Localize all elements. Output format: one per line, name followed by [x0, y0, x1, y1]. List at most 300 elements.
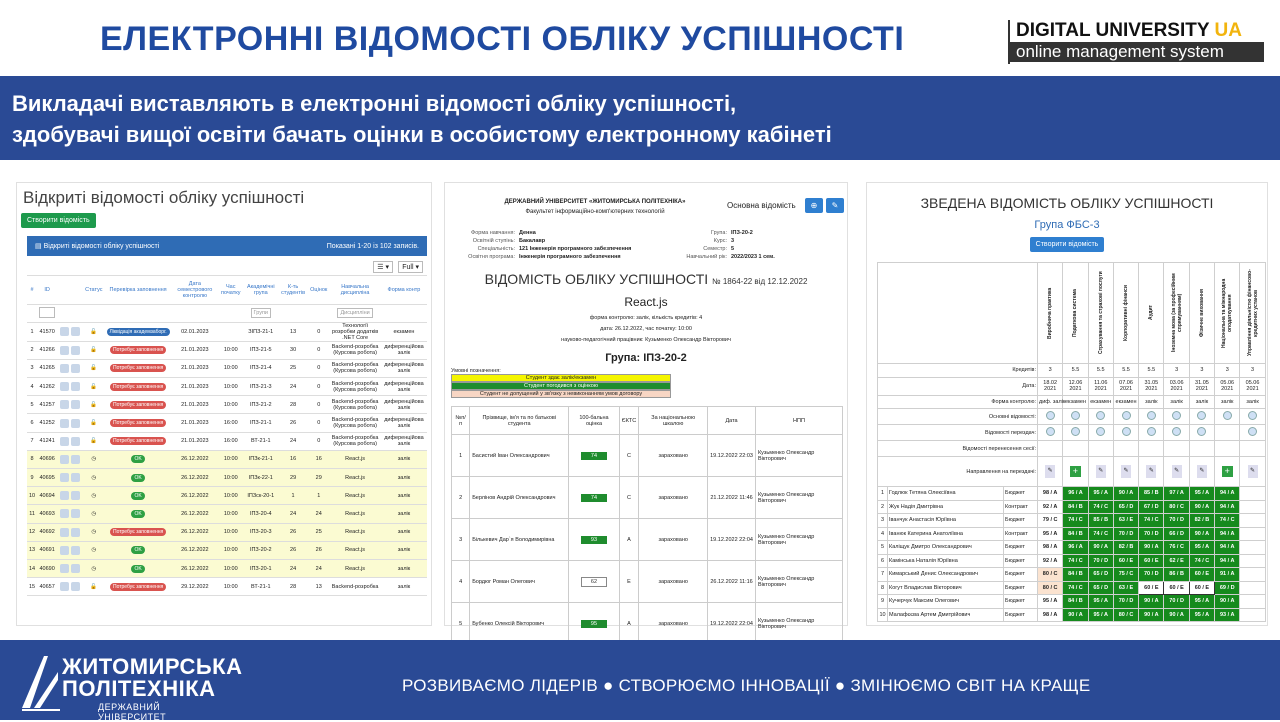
academic-group: ІПЗк-22-1: [244, 469, 279, 487]
grade-cell: 90 / A: [1215, 595, 1240, 609]
subject-header: Національна та міжнародна оподаткування: [1221, 278, 1234, 348]
student-row: [878, 554, 1266, 568]
row-number: 1: [878, 487, 888, 501]
students-count: 24: [278, 432, 308, 450]
info-icon[interactable]: [1096, 411, 1105, 420]
edit-icon[interactable]: [71, 473, 80, 482]
grade-cell: 84 / B: [1063, 595, 1088, 609]
grade-cell: 90 / A: [1189, 527, 1214, 541]
students-count: 24: [278, 559, 308, 577]
grades-count: 29: [308, 469, 329, 487]
row-number: 9: [27, 469, 37, 487]
grade-cell: 60 / E: [1139, 554, 1164, 568]
info-icon[interactable]: [1197, 411, 1206, 420]
view-icon[interactable]: [60, 455, 69, 464]
edit-icon[interactable]: [71, 509, 80, 518]
discipline: Backend-розробка (Курсова робота): [329, 396, 381, 414]
start-time: [218, 322, 244, 341]
students-count: 1: [278, 487, 308, 505]
table-row[interactable]: [27, 322, 427, 341]
national-grade: зараховано: [639, 603, 708, 645]
academic-group: ВТ-21-1: [244, 578, 279, 596]
view-icon[interactable]: [60, 327, 69, 336]
discipline: React.js: [329, 559, 381, 577]
discipline: Backend-розробка (Курсова робота): [329, 341, 381, 359]
table-row[interactable]: [27, 523, 427, 541]
view-icon[interactable]: [60, 346, 69, 355]
start-time: 10:00: [218, 487, 244, 505]
cell: 05.06 2021: [1215, 377, 1240, 395]
university-logo: [18, 650, 243, 722]
row-label: Направлення на перездачі:: [878, 457, 1038, 487]
control-form: залік: [381, 469, 427, 487]
row-number: 7: [878, 568, 888, 582]
student-row: [452, 519, 843, 561]
page-title: ЕЛЕКТРОННІ ВІДОМОСТІ ОБЛІКУ УСПІШНОСТІ: [100, 20, 905, 58]
students-col-header: НПП: [755, 407, 842, 435]
table-row[interactable]: [27, 396, 427, 414]
cell: залік: [1164, 395, 1189, 409]
edit-icon[interactable]: [71, 582, 80, 591]
status-badge: OK: [131, 546, 144, 554]
grade-cell: 60 / E: [1189, 568, 1214, 582]
teacher-name: Кузьменко Олександр Вікторович: [755, 603, 842, 645]
grade-cell: 63 / E: [1113, 581, 1138, 595]
funding-type: Контракт: [1004, 527, 1038, 541]
row-number: 1: [452, 435, 470, 477]
table-row[interactable]: [27, 541, 427, 559]
control-date: 21.01.2023: [172, 359, 218, 377]
info-icon[interactable]: [1172, 411, 1181, 420]
grade-cell: 74 / C: [1063, 581, 1088, 595]
cell: залік: [1189, 395, 1214, 409]
control-form-line: форма контролю: залік, кількість кредитів: 4: [589, 315, 703, 321]
start-time: 10:00: [218, 559, 244, 577]
view-icon[interactable]: [60, 509, 69, 518]
table-row[interactable]: [27, 414, 427, 432]
view-icon[interactable]: [60, 564, 69, 573]
start-time: 10:00: [218, 578, 244, 596]
motto: РОЗВИВАЄМО ЛІДЕРІВ ● СТВОРЮЄМО ІННОВАЦІЇ ● ЗМІНЮЄМО СВІТ НА КРАЩЕ: [402, 676, 1091, 695]
info-icon[interactable]: [1248, 411, 1257, 420]
discipline: Технології розробки додатків .NET Core: [329, 322, 381, 341]
national-grade: зараховано: [639, 477, 708, 519]
summary-group: Група ФБС-3: [1034, 219, 1100, 231]
start-time: 10:00: [218, 505, 244, 523]
academic-group: ІПЗ-20-3: [244, 523, 279, 541]
students-count: 26: [278, 523, 308, 541]
record-id: 40694: [37, 487, 57, 505]
pencil-icon[interactable]: ✎: [1197, 465, 1207, 478]
clock-icon: ◷: [91, 474, 97, 481]
cell: екзамен: [1088, 395, 1113, 409]
info-icon[interactable]: [1122, 427, 1131, 436]
status-badge: Потребує заповнення: [110, 583, 166, 591]
student-name: Жук Надія Дмитрівна: [888, 500, 1004, 514]
table-row[interactable]: [27, 359, 427, 377]
brand-logo: [1008, 20, 1264, 64]
clock-icon: ◷: [91, 492, 97, 499]
record-id: 40695: [37, 469, 57, 487]
s1-col-header[interactable]: ID: [37, 276, 57, 304]
control-date: 21.01.2023: [172, 432, 218, 450]
info-label: Спеціальність:: [477, 246, 515, 252]
student-row: [452, 603, 843, 645]
start-time: 16:00: [218, 432, 244, 450]
row-number: 7: [27, 432, 37, 450]
polytechnic-logo-icon: [18, 652, 62, 712]
group-filter-select[interactable]: Групи: [251, 308, 271, 318]
academic-group: ІПЗск-20-1: [244, 487, 279, 505]
academic-group: ІПЗ-20-4: [244, 505, 279, 523]
status-badge: OK: [131, 474, 144, 482]
grade-cell: 60 / E: [1139, 581, 1164, 595]
control-date: 21.01.2023: [172, 414, 218, 432]
view-icon[interactable]: [60, 546, 69, 555]
view-icon[interactable]: [60, 582, 69, 591]
s1-panel-title: Відкриті відомості обліку успішності: [43, 243, 160, 250]
lock-icon: 🔓: [90, 401, 98, 408]
status-badge: Потребує заповнення: [110, 364, 166, 372]
info-icon[interactable]: [1071, 411, 1080, 420]
subject-header: Виробнича практика: [1047, 287, 1054, 339]
cell: 03.06 2021: [1164, 377, 1189, 395]
s1-panel-header: [27, 236, 427, 256]
subject-header: Податкова система: [1072, 289, 1079, 337]
student-name: Кучерчук Максим Олегович: [888, 595, 1004, 609]
edit-icon[interactable]: [71, 437, 80, 446]
control-date: 21.01.2023: [172, 378, 218, 396]
grade-cell: 92 / A: [1038, 500, 1063, 514]
grade-cell: 84 / B: [1063, 527, 1088, 541]
row-number: 10: [27, 487, 37, 505]
info-icon[interactable]: ⊕: [805, 198, 823, 213]
s1-shown-count: Показані 1-20 із 102 записів.: [326, 242, 419, 250]
academic-group: ІПЗ-20-2: [244, 541, 279, 559]
ects-grade: C: [619, 435, 639, 477]
lock-icon: 🔓: [90, 438, 98, 445]
s1-col-header[interactable]: К-ть студентів: [278, 276, 308, 304]
grade-cell: 74 / C: [1088, 500, 1113, 514]
edit-icon[interactable]: [71, 528, 80, 537]
info-value: 2022/2023 1 сем.: [731, 254, 775, 260]
row-number: 3: [452, 519, 470, 561]
pencil-icon[interactable]: ✎: [1121, 465, 1131, 478]
status-badge: Ліквідація академзаборг.: [107, 328, 170, 336]
grade-cell: 94 / A: [1215, 554, 1240, 568]
table-row[interactable]: [27, 341, 427, 359]
logo-line-1: ЖИТОМИРСЬКА: [62, 654, 243, 679]
pencil-icon[interactable]: ✎: [1096, 465, 1106, 478]
grade-cell: [1240, 514, 1265, 528]
edit-icon[interactable]: [71, 564, 80, 573]
grade-cell: 84 / B: [1063, 568, 1088, 582]
cell: 07.06 2021: [1113, 377, 1138, 395]
view-icon[interactable]: [60, 364, 69, 373]
info-value: Інженерія програмного забезпечення: [519, 254, 621, 260]
status-badge: OK: [131, 455, 144, 463]
grade-cell: 60 / E: [1113, 554, 1138, 568]
info-icon[interactable]: [1046, 411, 1055, 420]
students-count: 16: [278, 450, 308, 468]
info-value: 3: [731, 238, 735, 244]
funding-type: Бюджет: [1004, 581, 1038, 595]
grade-cell: 95 / A: [1189, 487, 1214, 501]
view-icon[interactable]: [60, 528, 69, 537]
control-form: залік: [381, 523, 427, 541]
info-icon[interactable]: [1071, 427, 1080, 436]
subject-header: Аудит: [1148, 305, 1155, 321]
table-row[interactable]: [27, 578, 427, 596]
s1-col-header[interactable]: Академічні група: [244, 276, 279, 304]
row-number: 5: [452, 603, 470, 645]
columns-menu-button[interactable]: ☰ ▾: [373, 261, 393, 273]
info-icon[interactable]: [1147, 427, 1156, 436]
score-input[interactable]: 95: [581, 620, 607, 628]
row-number: 5: [878, 541, 888, 555]
row-label: Дата:: [878, 377, 1038, 395]
row-number: 2: [27, 341, 37, 359]
full-toggle-button[interactable]: Full ▾: [398, 261, 423, 273]
student-name: Кимарський Денис Олександрович: [888, 568, 1004, 582]
s1-col-header[interactable]: Час початку: [218, 276, 244, 304]
view-icon[interactable]: [60, 473, 69, 482]
student-name: Каліщук Дмитро Олександрович: [888, 541, 1004, 555]
info-label: Освітній ступінь:: [472, 238, 515, 244]
table-row[interactable]: [27, 487, 427, 505]
table-row[interactable]: [27, 450, 427, 468]
s1-col-header[interactable]: Дата семестрового контролю: [172, 276, 218, 304]
discipline: React.js: [329, 450, 381, 468]
info-icon[interactable]: [1197, 427, 1206, 436]
add-icon[interactable]: +: [1222, 466, 1233, 477]
edit-icon[interactable]: [71, 382, 80, 391]
score-input[interactable]: 74: [581, 494, 607, 502]
control-date: 26.12.2022: [172, 469, 218, 487]
info-icon[interactable]: [1046, 427, 1055, 436]
grade-cell: 80 / C: [1164, 500, 1189, 514]
grade-date: 19.12.2022 22:04: [708, 603, 756, 645]
row-label: Форма контролю:: [878, 395, 1038, 409]
table-row[interactable]: [27, 432, 427, 450]
row-number: 15: [27, 578, 37, 596]
actions-row: [878, 457, 1266, 487]
view-icon[interactable]: [60, 400, 69, 409]
status-badge: Потребує заповнення: [110, 383, 166, 391]
grades-count: 25: [308, 523, 329, 541]
info-icon[interactable]: [1223, 411, 1232, 420]
s1-col-header[interactable]: #: [27, 276, 37, 304]
cell: 5.5: [1139, 364, 1164, 378]
table-row[interactable]: [27, 378, 427, 396]
legend: [451, 368, 671, 398]
control-form: диференційова залік: [381, 359, 427, 377]
edit-icon[interactable]: [71, 400, 80, 409]
discipline: React.js: [329, 541, 381, 559]
student-name: Когут Владислав Вікторович: [888, 581, 1004, 595]
ects-grade: A: [619, 603, 639, 645]
students-table: [451, 406, 843, 645]
lock-icon: 🔓: [90, 383, 98, 390]
brand-ua: UA: [1214, 20, 1242, 41]
edit-icon[interactable]: [71, 546, 80, 555]
record-id: 40691: [37, 541, 57, 559]
cell: залік: [1240, 395, 1265, 409]
teacher-name: Кузьменко Олександр Вікторович: [755, 477, 842, 519]
banner-line-1: Викладачі виставляють в електронні відомості обліку успішності,: [12, 91, 737, 116]
control-form: залік: [381, 578, 427, 596]
edit-icon[interactable]: ✎: [826, 198, 844, 213]
view-icon[interactable]: [60, 382, 69, 391]
table-row[interactable]: [27, 469, 427, 487]
grade-cell: 74 / C: [1215, 514, 1240, 528]
score-input[interactable]: 93: [581, 536, 607, 544]
grade-cell: [1240, 500, 1265, 514]
grade-cell: 74 / C: [1063, 554, 1088, 568]
grades-count: 13: [308, 578, 329, 596]
control-date: 26.12.2022: [172, 541, 218, 559]
summary-record-screenshot: [866, 182, 1268, 626]
table-row[interactable]: [27, 559, 427, 577]
info-icon[interactable]: [1172, 427, 1181, 436]
grade-cell: 80 / C: [1038, 581, 1063, 595]
grade-cell: 80 / C: [1113, 608, 1138, 622]
funding-type: Бюджет: [1004, 568, 1038, 582]
actions-row: [878, 425, 1266, 441]
view-icon[interactable]: [60, 419, 69, 428]
s1-col-header: Перевірка заповнення: [105, 276, 172, 304]
group-line: Група: ІПЗ-20-2: [605, 352, 687, 364]
control-date: 02.01.2023: [172, 322, 218, 341]
status-badge: OK: [131, 565, 144, 573]
student-row: [878, 541, 1266, 555]
info-icon[interactable]: [1147, 411, 1156, 420]
control-date: 26.12.2022: [172, 523, 218, 541]
info-value: Бакалавр: [519, 238, 546, 244]
grade-cell: 95 / A: [1189, 608, 1214, 622]
grade-cell: 97 / A: [1164, 487, 1189, 501]
grade-cell: 60 / E: [1189, 581, 1214, 595]
main-record-label: Основна відомість: [727, 201, 796, 210]
grade-cell: 79 / C: [1038, 514, 1063, 528]
actions-row: [878, 441, 1266, 457]
table-row[interactable]: [27, 505, 427, 523]
start-time: 10:00: [218, 396, 244, 414]
info-icon[interactable]: [1248, 427, 1257, 436]
grade-cell: 70 / D: [1139, 568, 1164, 582]
faculty-name: Факультет інформаційно-комп'ютерних технологій: [525, 209, 665, 215]
grade-cell: 69 / D: [1215, 581, 1240, 595]
control-date: 26.12.2022: [172, 559, 218, 577]
student-name: Бубенко Олексій Вікторович: [470, 603, 569, 645]
student-row: [878, 514, 1266, 528]
info-label: Форма навчання:: [471, 230, 515, 236]
funding-type: Бюджет: [1004, 595, 1038, 609]
cell: 11.06 2021: [1088, 377, 1113, 395]
id-filter-input[interactable]: [39, 307, 55, 318]
control-form: екзамен: [381, 322, 427, 341]
grade-cell: [1240, 595, 1265, 609]
lock-icon: 🔓: [90, 583, 98, 590]
lock-icon: 🔓: [90, 365, 98, 372]
grades-count: 0: [308, 414, 329, 432]
grade-cell: 62 / E: [1164, 554, 1189, 568]
score-input[interactable]: 74: [581, 452, 607, 460]
pencil-icon[interactable]: ✎: [1045, 465, 1055, 478]
edit-icon[interactable]: [71, 346, 80, 355]
edit-icon[interactable]: [71, 455, 80, 464]
cell: диф. залік: [1038, 395, 1063, 409]
edit-icon[interactable]: [71, 491, 80, 500]
info-icon[interactable]: [1096, 427, 1105, 436]
s1-col-header[interactable]: Навчальна дисципліна: [329, 276, 381, 304]
start-time: 10:00: [218, 341, 244, 359]
brand-tagline: online management system: [1010, 42, 1264, 62]
row-number: 3: [27, 359, 37, 377]
create-record-button[interactable]: Створити відомість: [21, 213, 96, 228]
record-id: 41241: [37, 432, 57, 450]
summary-create-button[interactable]: Створити відомість: [1030, 237, 1105, 252]
grade-cell: 70 / D: [1113, 595, 1138, 609]
info-icon[interactable]: [1122, 411, 1131, 420]
row-number: 4: [27, 378, 37, 396]
students-count: 28: [278, 578, 308, 596]
grade-cell: 95 / A: [1189, 541, 1214, 555]
row-number: 9: [878, 595, 888, 609]
grade-cell: 75 / C: [1113, 568, 1138, 582]
control-form: диференційова залік: [381, 396, 427, 414]
date-line: дата: 26.12.2022, час початку: 10:00: [600, 326, 692, 332]
edit-icon[interactable]: [71, 419, 80, 428]
pencil-icon[interactable]: ✎: [1172, 465, 1182, 478]
status-badge: Потребує заповнення: [110, 528, 166, 536]
cell: 5.5: [1088, 364, 1113, 378]
control-form: диференційова залік: [381, 378, 427, 396]
student-row: [878, 568, 1266, 582]
cell: 31.05 2021: [1139, 377, 1164, 395]
pencil-icon[interactable]: ✎: [1146, 465, 1156, 478]
control-date: 21.01.2023: [172, 341, 218, 359]
view-icon[interactable]: [60, 491, 69, 500]
grade-cell: 98 / A: [1038, 487, 1063, 501]
score-input[interactable]: 62: [581, 577, 607, 587]
student-row: [452, 435, 843, 477]
subject-header: Корпоративні фінанси: [1123, 285, 1130, 341]
grade-cell: 90 / A: [1088, 541, 1113, 555]
record-title: ВІДОМІСТЬ ОБЛІКУ УСПІШНОСТІ: [484, 271, 709, 287]
info-value: Денна: [519, 230, 536, 236]
row-number: 14: [27, 559, 37, 577]
lock-icon: 🔓: [90, 328, 98, 335]
grade-cell: 65 / D: [1113, 500, 1138, 514]
legend-exam: Студент здає залік/екзамен: [451, 374, 671, 382]
funding-type: Бюджет: [1004, 608, 1038, 622]
cell: 12.06 2021: [1063, 377, 1088, 395]
student-row: [878, 527, 1266, 541]
add-icon[interactable]: +: [1070, 466, 1081, 477]
academic-group: ВТ-21-1: [244, 432, 279, 450]
edit-icon[interactable]: [71, 327, 80, 336]
view-icon[interactable]: [60, 437, 69, 446]
cell: 3: [1215, 364, 1240, 378]
s1-col-header[interactable]: Оцінок: [308, 276, 329, 304]
discipline-filter-select[interactable]: Дисципліни: [337, 308, 372, 318]
pencil-icon[interactable]: ✎: [1248, 465, 1258, 478]
s1-col-header[interactable]: Форма контр: [381, 276, 427, 304]
cell: залік: [1139, 395, 1164, 409]
edit-icon[interactable]: [71, 364, 80, 373]
cell: 5.5: [1113, 364, 1138, 378]
